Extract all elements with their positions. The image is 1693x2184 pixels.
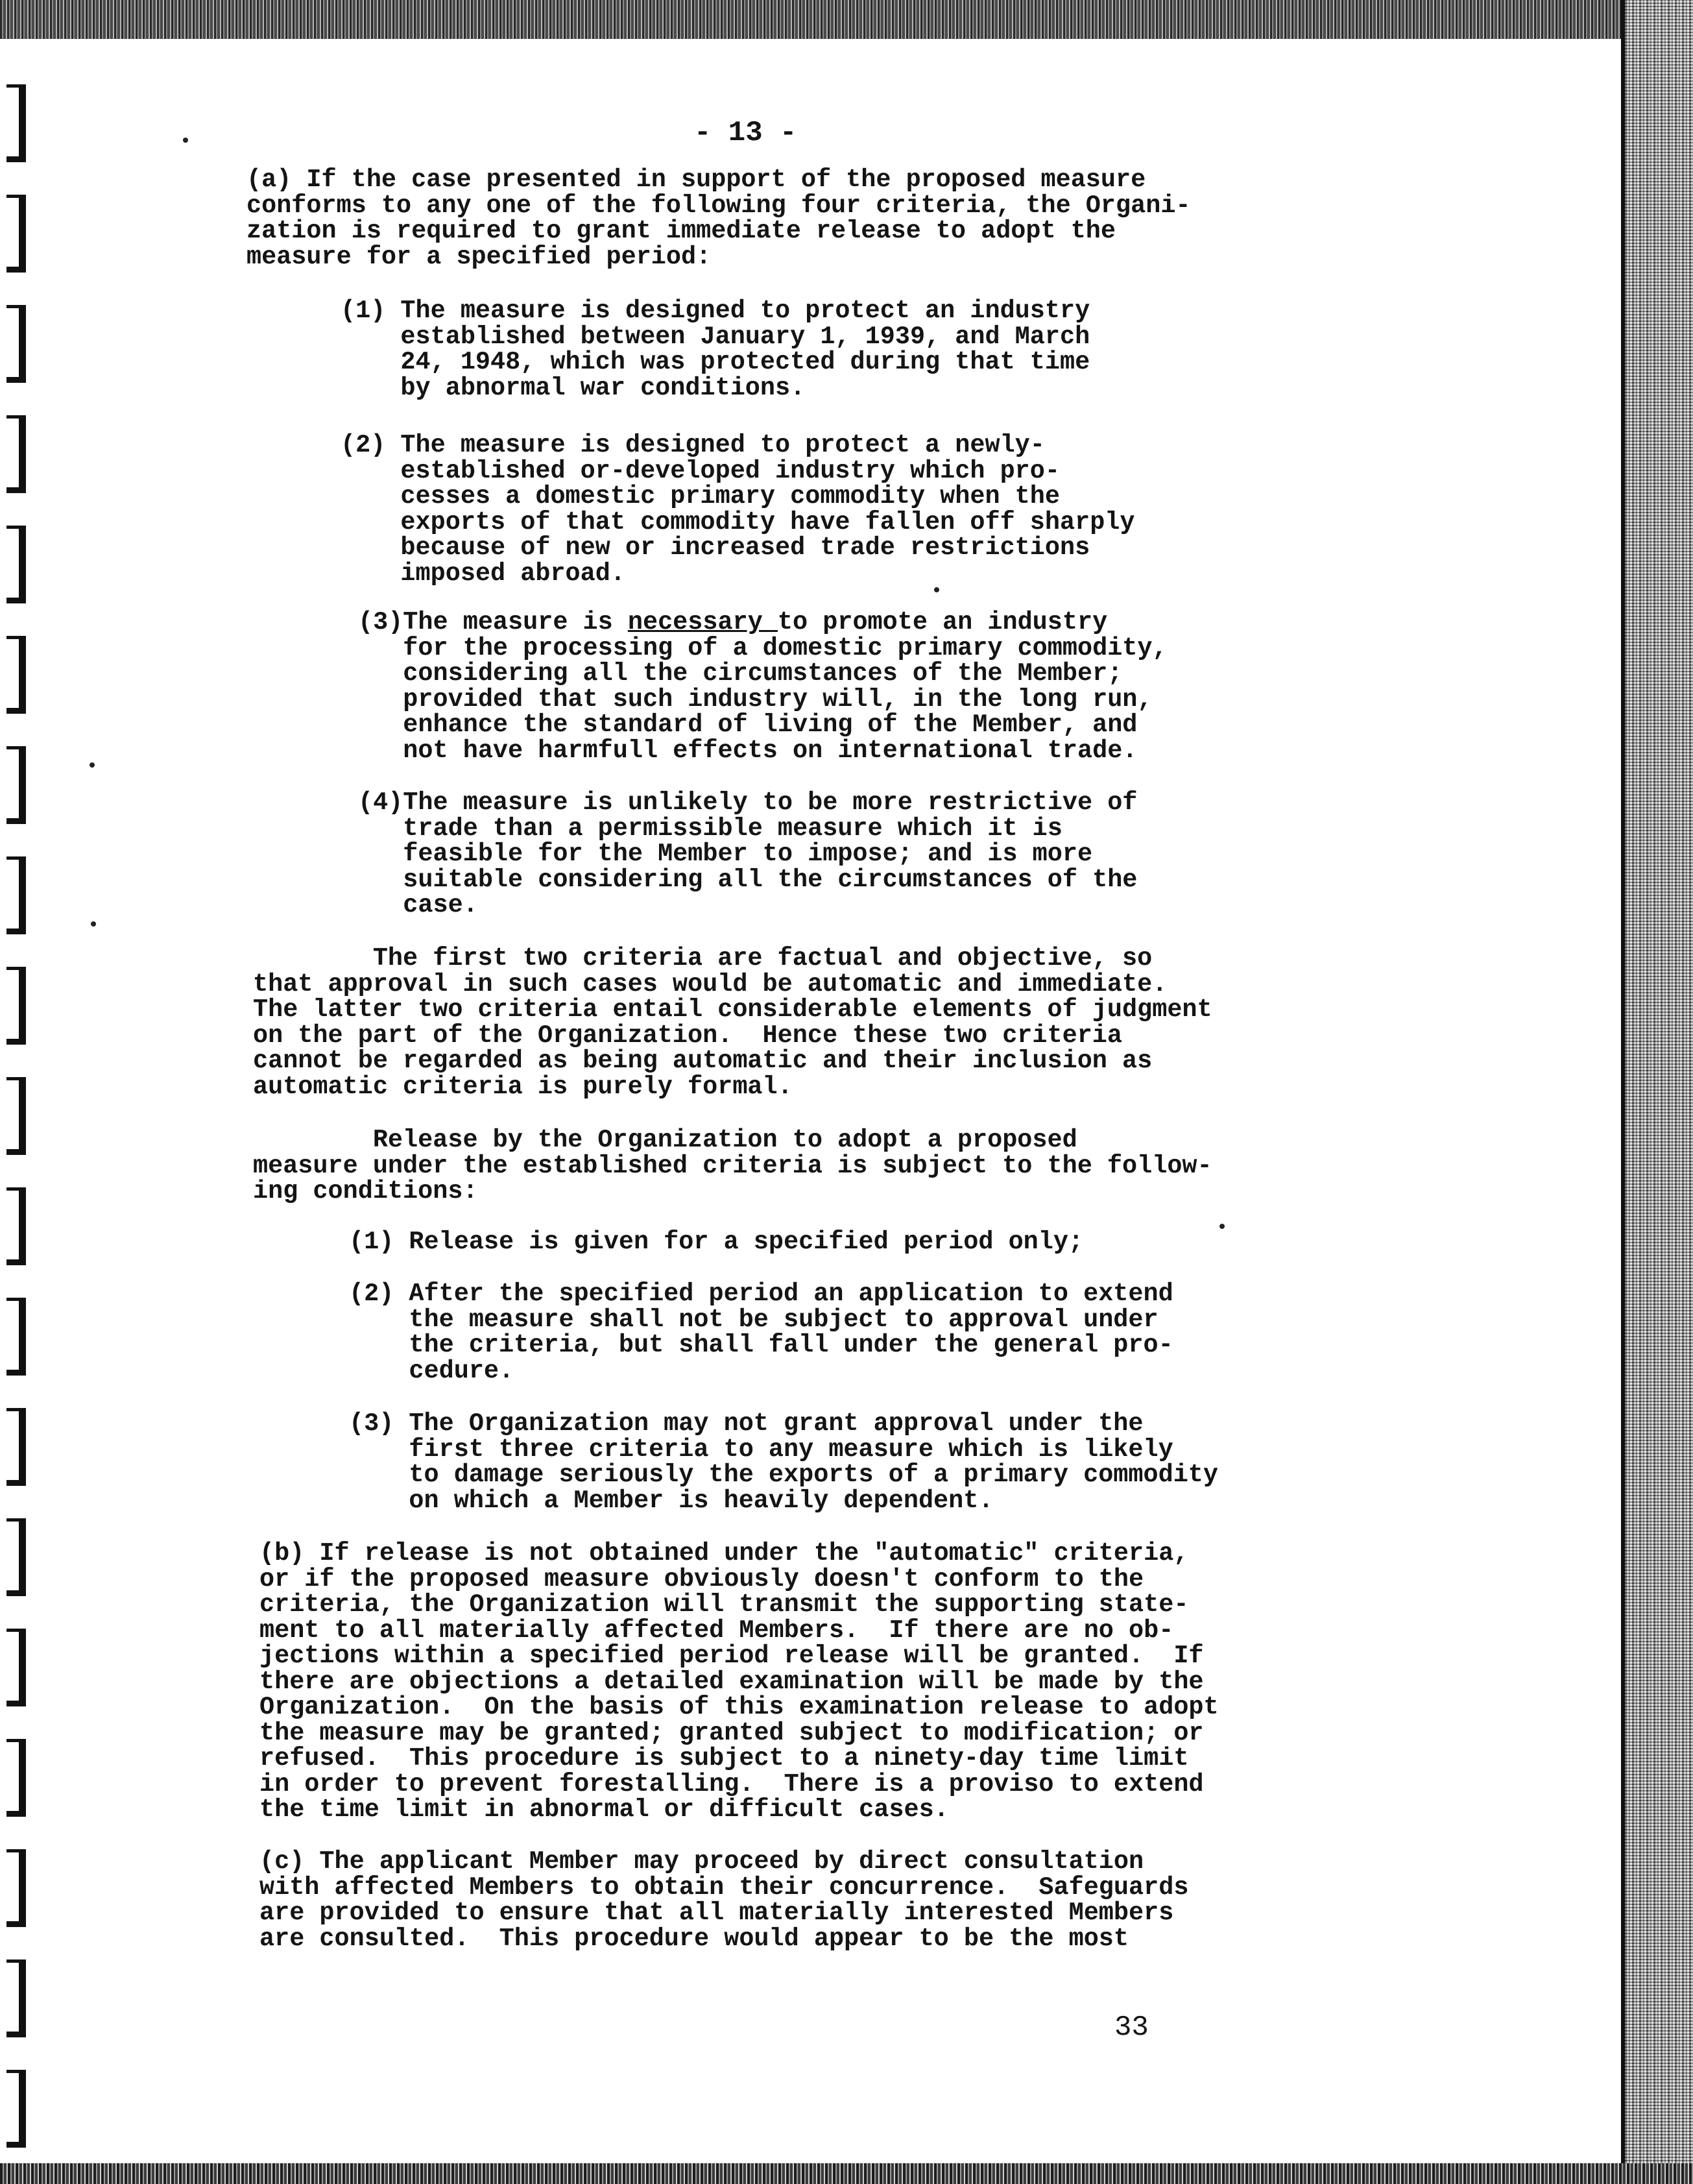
scan-edge-bottom [0, 2163, 1693, 2184]
binder-bracket [6, 305, 26, 383]
binder-bracket [6, 1298, 26, 1376]
condition-2: (2) After the specified period an application to extend the measure shall not be subject to approval under the criteria, but shall fall under the general pro- cedure. [349, 1280, 1173, 1385]
scan-speck [183, 138, 188, 143]
intro-paragraph: (a) If the case presented in support of the proposed measure conforms to any one of the following four criteria, the Organi- zation is required to grant immediate release to adopt the measure for a specified period: [246, 165, 1191, 271]
binder-bracket [6, 1187, 26, 1265]
binder-bracket [6, 1739, 26, 1817]
binder-bracket [6, 856, 26, 934]
scan-edge-right-line [1621, 0, 1625, 2184]
condition-1: (1) Release is given for a specified period only; [349, 1228, 1084, 1256]
criterion-3-emphasis: necessary [627, 608, 778, 637]
criterion-4: (4)The measure is unlikely to be more restrictive of trade than a permissible measure which it is feasible for the Member to impose; and is more suitable considering all the circumstances of the case. [358, 788, 1138, 919]
binder-bracket [6, 1518, 26, 1596]
binder-bracket [6, 84, 26, 162]
binder-bracket [6, 636, 26, 714]
scan-edge-right [1625, 0, 1693, 2184]
section-b-paragraph: (b) If release is not obtained under the "automatic" criteria, or if the proposed measure obviously doesn't conform to the criteria, the Organization will transmit the supporting state- ment to all materially affected Members. If there are no ob- jections within a specified period release will be granted. If there are objections a detailed examination will be made by the Organization. On the basis of this examination release to adopt the measure may be granted; granted subject to modification; or refused. This procedure is subject to a ninety-day time limit in order to prevent forestalling. There is a proviso to extend the time limit in abnormal or difficult cases. [259, 1539, 1219, 1824]
binder-bracket [6, 967, 26, 1045]
binder-bracket [6, 1629, 26, 1706]
binder-bracket [6, 1077, 26, 1155]
analysis-paragraph: The first two criteria are factual and objective, so that approval in such cases would be automatic and immediate. The latter two criteria entail considerable elements of judgment on the part of the Organization. Hence these two criteria cannot be regarded as being automatic and their inclusion as automatic criteria is purely formal. [253, 944, 1212, 1101]
binder-bracket [6, 526, 26, 603]
page-number-footer: 33 [1114, 2011, 1149, 2044]
binder-bracket [6, 1849, 26, 1927]
scan-edge-top [0, 0, 1693, 39]
condition-3: (3) The Organization may not grant approval under the first three criteria to any measure which is likely to damage seriously the exports of a primary commodity on which a Member is heavily dependent. [349, 1409, 1219, 1515]
criterion-3 [358, 610, 1168, 764]
criterion-1: (1) The measure is designed to protect an industry established between January 1, 1939, and March 24, 1948, which was protected during that time by abnormal war conditions. [341, 297, 1090, 402]
page-number-header: - 13 - [694, 117, 797, 149]
binder-bracket [6, 195, 26, 273]
binder-bracket [6, 1408, 26, 1486]
section-c-paragraph: (c) The applicant Member may proceed by direct consultation with affected Members to obtain their concurrence. Safeguards are provided to ensure that all materially interested Members are consulted. This procedure would appear to be the most [259, 1847, 1189, 1953]
binder-bracket [6, 2070, 26, 2148]
criterion-3-after: to promote an industry for the processing of a domestic primary commodity, considering all the circumstances of the Member; provided that such industry will, in the long run, enhance the standard of living of the Member, and not have harmfull effects on international trade. [403, 608, 1168, 765]
binder-bracket [6, 1960, 26, 2037]
binder-bracket [6, 415, 26, 493]
criterion-3-before: (3)The measure is [358, 608, 628, 637]
scan-speck [1219, 1224, 1225, 1229]
conditions-intro-paragraph: Release by the Organization to adopt a proposed measure under the established criteria is subject to the follow- ing conditions: [253, 1126, 1212, 1206]
scan-speck [91, 921, 96, 927]
binder-bracket [6, 746, 26, 824]
scan-speck [934, 587, 939, 592]
scan-speck [90, 762, 95, 768]
criterion-2: (2) The measure is designed to protect a newly- established or-developed industry which pro- cesses a domestic primary commodity when the exports of that commodity have fallen off sharply because of new or increased trade restrictions imposed abroad. [341, 431, 1135, 588]
